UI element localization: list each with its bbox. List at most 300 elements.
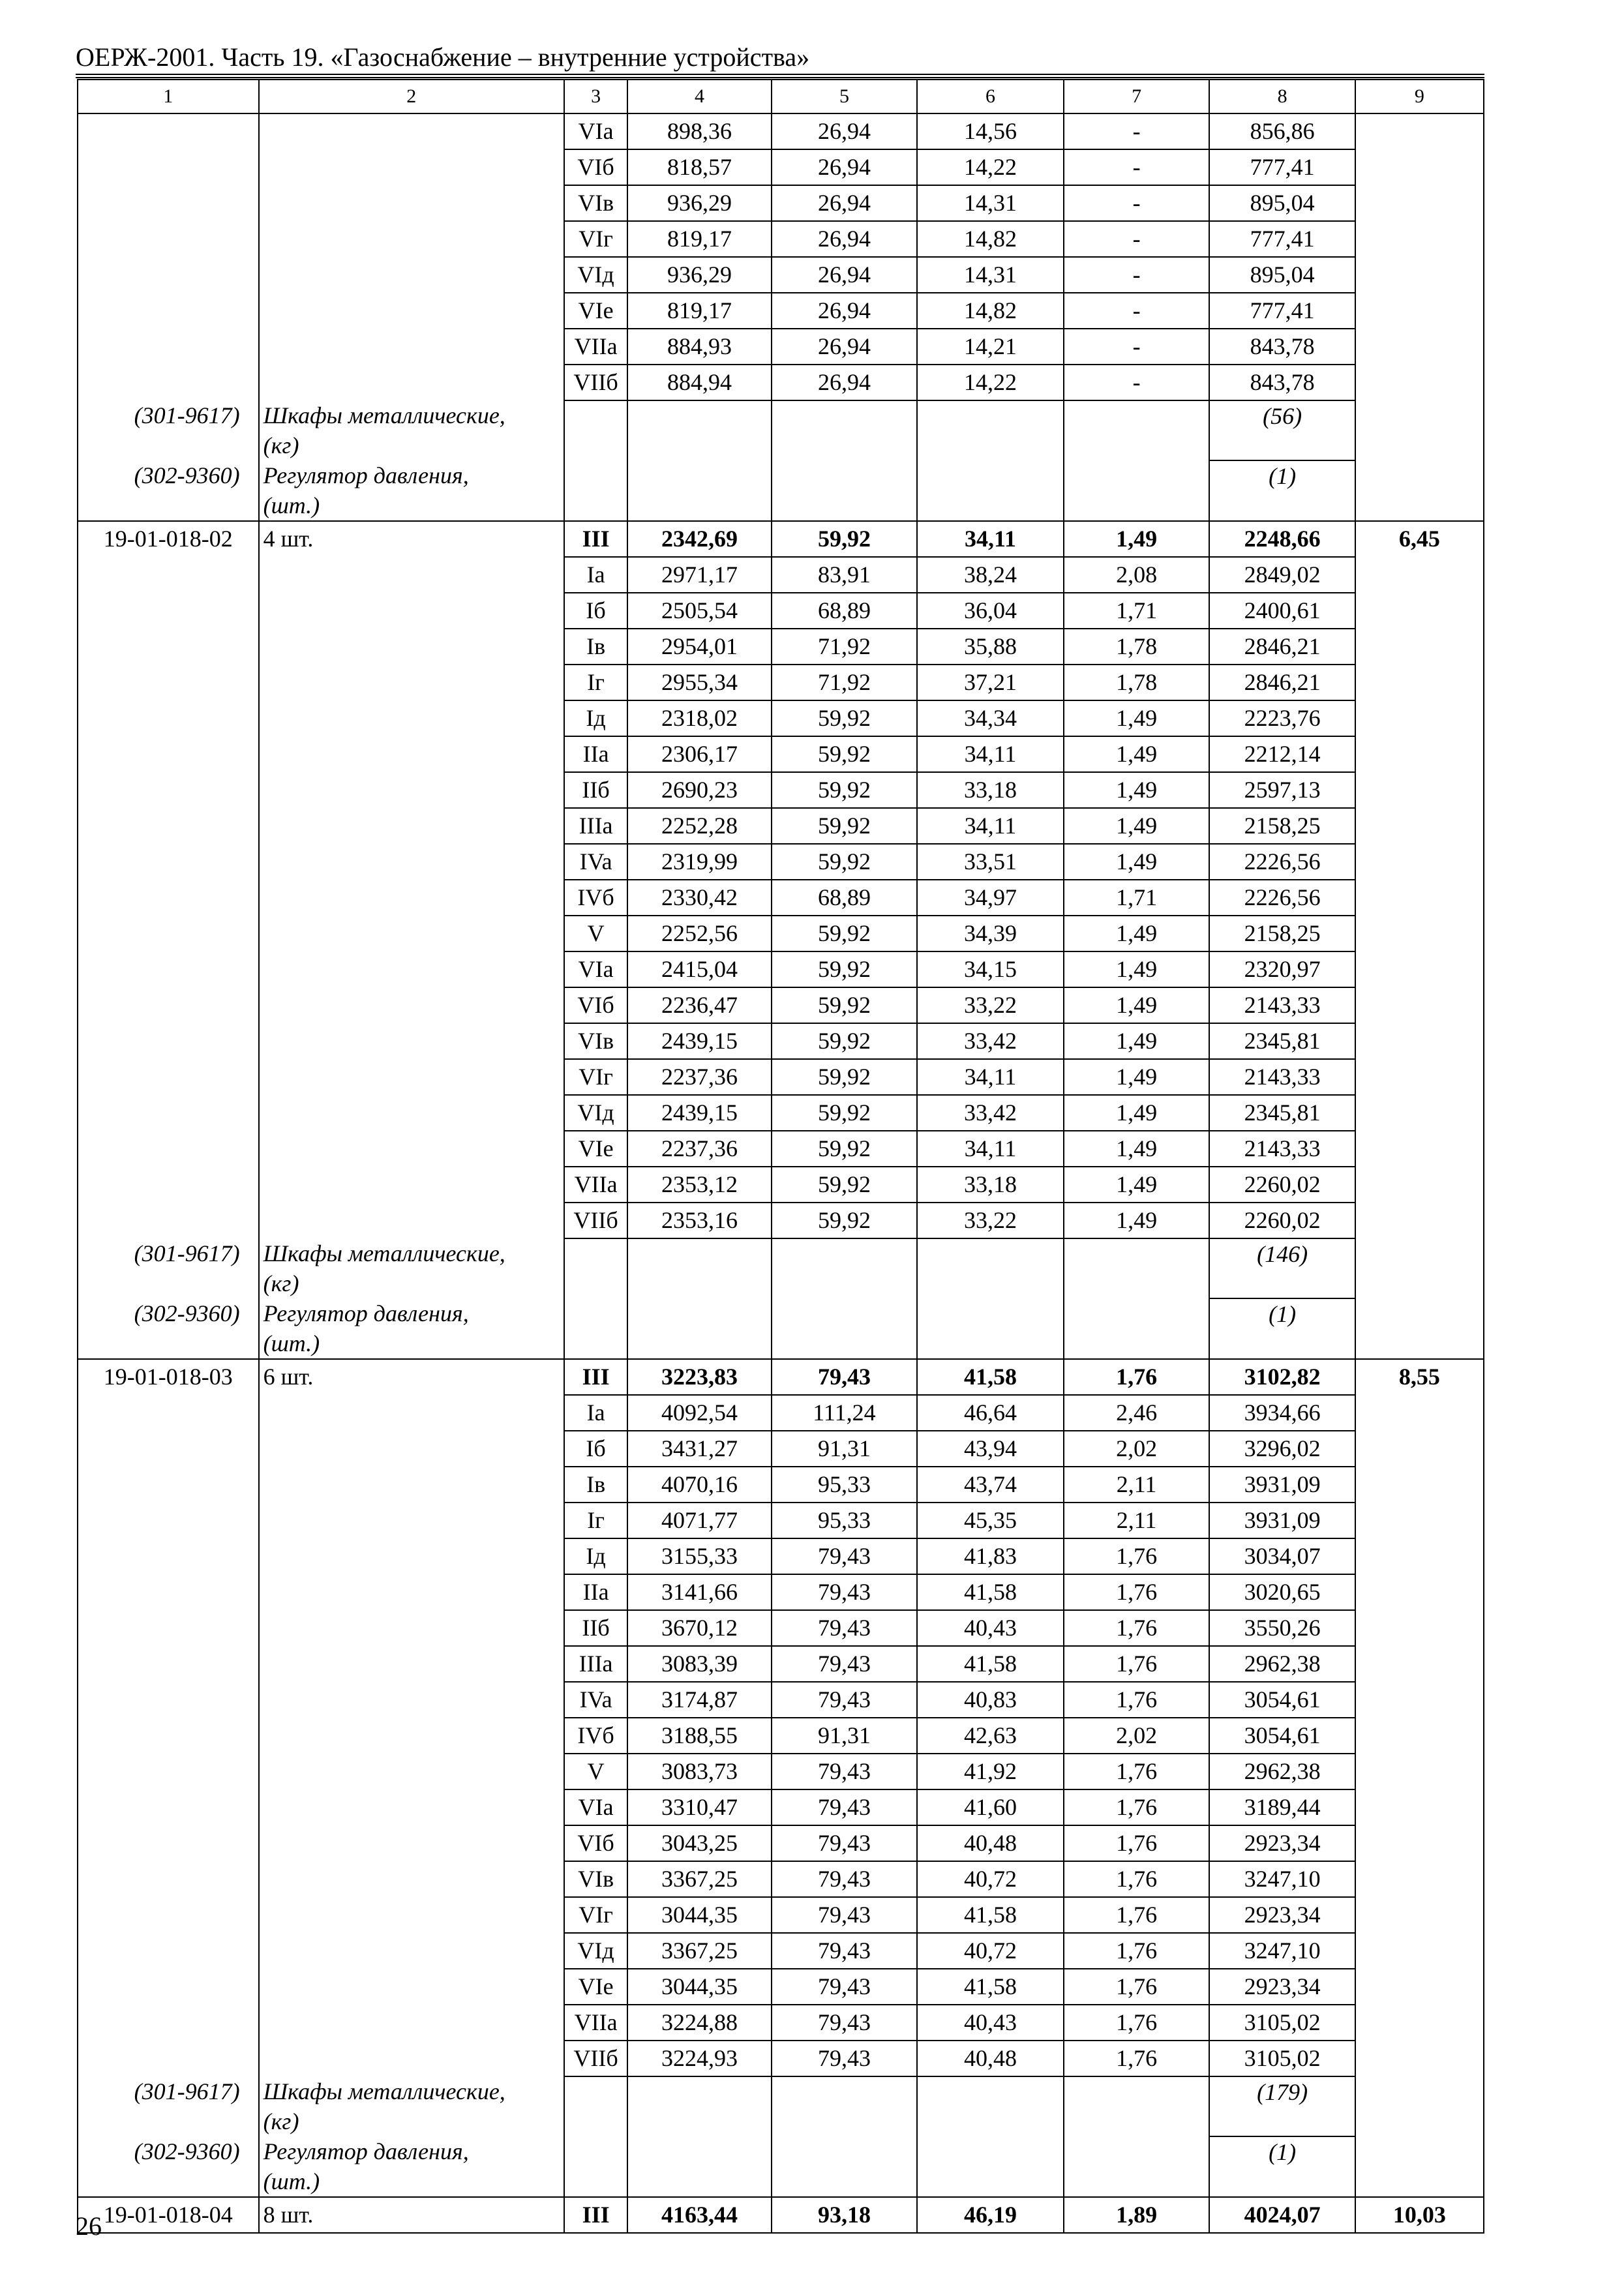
empty-cell (917, 2136, 1064, 2197)
code-cell (78, 916, 259, 951)
value-cell: 2,02 (1064, 1718, 1210, 1754)
value-cell: 2954,01 (627, 629, 771, 665)
code-cell (78, 629, 259, 665)
code-cell (78, 1023, 259, 1059)
value-cell: 2923,34 (1209, 1825, 1355, 1861)
value-cell: 2320,97 (1209, 951, 1355, 987)
value-cell: 3550,26 (1209, 1610, 1355, 1646)
labor-cell: 10,03 (1355, 2197, 1484, 2233)
column-header: 1 (78, 80, 259, 113)
value-cell: 2226,56 (1209, 844, 1355, 880)
code-cell (78, 951, 259, 987)
value-cell: 59,92 (772, 844, 918, 880)
description-cell (259, 1095, 564, 1131)
description-cell (259, 1395, 564, 1431)
empty-cell (917, 400, 1064, 460)
material-name: Регулятор давления, (263, 2138, 469, 2164)
value-cell: 2248,66 (1209, 521, 1355, 557)
labor-cell (1355, 1131, 1484, 1167)
value-cell: 3054,61 (1209, 1682, 1355, 1718)
table-row (78, 557, 1484, 593)
table-row (78, 1467, 1484, 1503)
value-cell: 843,78 (1209, 365, 1355, 400)
zone-cell: VIв (564, 1861, 627, 1897)
value-cell: 59,92 (772, 1131, 918, 1167)
value-cell: 2318,02 (627, 700, 771, 736)
description-cell (259, 987, 564, 1023)
labor-cell (1355, 1238, 1484, 1298)
value-cell: 3174,87 (627, 1682, 771, 1718)
page-number: 26 (76, 2211, 102, 2241)
value-cell: 2400,61 (1209, 593, 1355, 629)
value-cell: 1,49 (1064, 1131, 1210, 1167)
material-quantity-cell: (1) (1209, 1298, 1355, 1359)
value-cell: 3105,02 (1209, 2005, 1355, 2041)
zone-cell: VIб (564, 149, 627, 185)
value-cell: 59,92 (772, 808, 918, 844)
value-cell: 45,35 (917, 1503, 1064, 1538)
code-cell (78, 772, 259, 808)
value-cell: 14,31 (917, 185, 1064, 221)
value-cell: 33,42 (917, 1095, 1064, 1131)
material-quantity-cell: (146) (1209, 1238, 1355, 1298)
labor-cell (1355, 460, 1484, 521)
value-cell: 2226,56 (1209, 880, 1355, 916)
value-cell: 2306,17 (627, 736, 771, 772)
value-cell: 3044,35 (627, 1969, 771, 2005)
empty-cell (1064, 400, 1210, 460)
value-cell: 1,49 (1064, 700, 1210, 736)
labor-cell (1355, 1610, 1484, 1646)
value-cell: 1,49 (1064, 808, 1210, 844)
labor-cell (1355, 1825, 1484, 1861)
description-cell (259, 329, 564, 365)
value-cell: 884,93 (627, 329, 771, 365)
value-cell: 3083,39 (627, 1646, 771, 1682)
value-cell: 1,71 (1064, 880, 1210, 916)
value-cell: 2237,36 (627, 1131, 771, 1167)
value-cell: 2158,25 (1209, 916, 1355, 951)
value-cell: 26,94 (772, 185, 918, 221)
labor-cell (1355, 329, 1484, 365)
description-cell (259, 808, 564, 844)
column-header: 5 (772, 80, 918, 113)
code-cell (78, 1789, 259, 1825)
value-cell: 71,92 (772, 665, 918, 700)
value-cell: 936,29 (627, 185, 771, 221)
labor-cell (1355, 1431, 1484, 1467)
value-cell: 14,22 (917, 149, 1064, 185)
value-cell: - (1064, 257, 1210, 293)
labor-cell (1355, 1298, 1484, 1359)
material-unit: (шт.) (263, 2168, 320, 2194)
value-cell: 1,49 (1064, 1059, 1210, 1095)
value-cell: 3367,25 (627, 1933, 771, 1969)
value-cell: 884,94 (627, 365, 771, 400)
code-cell (78, 257, 259, 293)
code-cell (78, 557, 259, 593)
zone-cell: VIa (564, 951, 627, 987)
material-unit: (шт.) (263, 492, 320, 518)
description-cell (259, 1431, 564, 1467)
code-cell (78, 844, 259, 880)
value-cell: 42,63 (917, 1718, 1064, 1754)
value-cell: 37,21 (917, 665, 1064, 700)
zone-cell: Iв (564, 629, 627, 665)
value-cell: 2505,54 (627, 593, 771, 629)
code-cell (78, 1538, 259, 1574)
material-code-cell: (301-9617) (78, 2076, 259, 2136)
value-cell: 818,57 (627, 149, 771, 185)
table-row (78, 772, 1484, 808)
code-cell (78, 365, 259, 400)
zone-cell: Ia (564, 557, 627, 593)
column-header: 8 (1209, 80, 1355, 113)
table-body (78, 113, 1484, 2233)
value-cell: 59,92 (772, 1167, 918, 1203)
value-cell: 59,92 (772, 521, 918, 557)
value-cell: 79,43 (772, 1789, 918, 1825)
value-cell: 59,92 (772, 700, 918, 736)
table-row (78, 1238, 1484, 1298)
value-cell: 2260,02 (1209, 1167, 1355, 1203)
value-cell: 843,78 (1209, 329, 1355, 365)
code-cell (78, 2005, 259, 2041)
value-cell: 59,92 (772, 1203, 918, 1238)
code-cell (78, 1131, 259, 1167)
table-row (78, 2041, 1484, 2076)
value-cell: 40,43 (917, 2005, 1064, 2041)
value-cell: 33,22 (917, 1203, 1064, 1238)
value-cell: 14,82 (917, 221, 1064, 257)
material-quantity-cell: (1) (1209, 460, 1355, 521)
empty-cell (917, 2076, 1064, 2136)
value-cell: 34,11 (917, 521, 1064, 557)
value-cell: 95,33 (772, 1467, 918, 1503)
empty-cell (627, 2076, 771, 2136)
description-cell (259, 880, 564, 916)
material-name-cell (259, 2076, 564, 2136)
value-cell: 3043,25 (627, 1825, 771, 1861)
description-cell (259, 1682, 564, 1718)
value-cell: 3310,47 (627, 1789, 771, 1825)
table-row (78, 1095, 1484, 1131)
value-cell: 3044,35 (627, 1897, 771, 1933)
value-cell: 1,76 (1064, 1861, 1210, 1897)
value-cell: 3034,07 (1209, 1538, 1355, 1574)
value-cell: 26,94 (772, 329, 918, 365)
value-cell: 34,97 (917, 880, 1064, 916)
estimate-table (77, 79, 1484, 2234)
value-cell: 3247,10 (1209, 1861, 1355, 1897)
material-unit: (кг) (263, 1270, 299, 1296)
table-row (78, 1825, 1484, 1861)
value-cell: 1,49 (1064, 772, 1210, 808)
labor-cell (1355, 1059, 1484, 1095)
labor-cell (1355, 1897, 1484, 1933)
value-cell: 898,36 (627, 113, 771, 149)
value-cell: 1,89 (1064, 2197, 1210, 2233)
value-cell: 2342,69 (627, 521, 771, 557)
value-cell: 2260,02 (1209, 1203, 1355, 1238)
zone-cell: III (564, 2197, 627, 2233)
code-cell (78, 1467, 259, 1503)
code-cell (78, 1754, 259, 1789)
value-cell: 34,34 (917, 700, 1064, 736)
value-cell: 2,11 (1064, 1503, 1210, 1538)
zone-cell: VIг (564, 221, 627, 257)
code-cell (78, 1610, 259, 1646)
code-cell (78, 1646, 259, 1682)
labor-cell (1355, 149, 1484, 185)
value-cell: 26,94 (772, 221, 918, 257)
table-row (78, 329, 1484, 365)
description-cell (259, 1503, 564, 1538)
zone-cell: VIе (564, 1131, 627, 1167)
material-code-cell: (302-9360) (78, 2136, 259, 2197)
value-cell: 34,11 (917, 736, 1064, 772)
value-cell: 4070,16 (627, 1467, 771, 1503)
empty-cell (627, 1238, 771, 1298)
empty-cell (627, 1298, 771, 1359)
value-cell: 79,43 (772, 2041, 918, 2076)
table-row (78, 1574, 1484, 1610)
value-cell: 819,17 (627, 293, 771, 329)
value-cell: 3931,09 (1209, 1503, 1355, 1538)
value-cell: 3105,02 (1209, 2041, 1355, 2076)
zone-cell: IVб (564, 1718, 627, 1754)
value-cell: 3931,09 (1209, 1467, 1355, 1503)
material-code-cell: (302-9360) (78, 1298, 259, 1359)
code-cell (78, 1682, 259, 1718)
value-cell: 2846,21 (1209, 629, 1355, 665)
value-cell: 79,43 (772, 1610, 918, 1646)
labor-cell (1355, 772, 1484, 808)
zone-cell: V (564, 1754, 627, 1789)
value-cell: 2923,34 (1209, 1969, 1355, 2005)
value-cell: 2319,99 (627, 844, 771, 880)
value-cell: 1,76 (1064, 2041, 1210, 2076)
value-cell: 2143,33 (1209, 1059, 1355, 1095)
empty-cell (564, 1238, 627, 1298)
labor-cell (1355, 2136, 1484, 2197)
value-cell: 59,92 (772, 736, 918, 772)
labor-cell: 6,45 (1355, 521, 1484, 557)
value-cell: 26,94 (772, 113, 918, 149)
material-name: Регулятор давления, (263, 1300, 469, 1326)
column-header: 3 (564, 80, 627, 113)
table-row (78, 629, 1484, 665)
value-cell: 33,18 (917, 1167, 1064, 1203)
value-cell: 34,15 (917, 951, 1064, 987)
material-name: Регулятор давления, (263, 462, 469, 488)
table-row (78, 1023, 1484, 1059)
value-cell: 777,41 (1209, 221, 1355, 257)
zone-cell: Iб (564, 1431, 627, 1467)
labor-cell (1355, 1395, 1484, 1431)
value-cell: 3296,02 (1209, 1431, 1355, 1467)
table-row (78, 293, 1484, 329)
zone-cell: VIе (564, 293, 627, 329)
table-row (78, 400, 1484, 460)
zone-cell: VIб (564, 987, 627, 1023)
value-cell: 71,92 (772, 629, 918, 665)
value-cell: 3054,61 (1209, 1718, 1355, 1754)
labor-cell (1355, 951, 1484, 987)
labor-cell (1355, 2041, 1484, 2076)
value-cell: 1,76 (1064, 1574, 1210, 1610)
code-cell (78, 1059, 259, 1095)
value-cell: - (1064, 221, 1210, 257)
table-row (78, 1298, 1484, 1359)
zone-cell: VIв (564, 1023, 627, 1059)
value-cell: 79,43 (772, 1574, 918, 1610)
value-cell: 14,22 (917, 365, 1064, 400)
column-header: 6 (917, 80, 1064, 113)
table-row (78, 2197, 1484, 2233)
material-code-cell: (301-9617) (78, 400, 259, 460)
material-quantity-cell: (56) (1209, 400, 1355, 460)
table-row (78, 736, 1484, 772)
description-cell (259, 665, 564, 700)
value-cell: 43,94 (917, 1431, 1064, 1467)
value-cell: 59,92 (772, 951, 918, 987)
value-cell: 777,41 (1209, 293, 1355, 329)
description-cell (259, 113, 564, 149)
value-cell: 1,49 (1064, 844, 1210, 880)
value-cell: 41,83 (917, 1538, 1064, 1574)
value-cell: 4163,44 (627, 2197, 771, 2233)
table-row (78, 665, 1484, 700)
code-cell (78, 221, 259, 257)
code-cell (78, 987, 259, 1023)
value-cell: 79,43 (772, 1538, 918, 1574)
material-name-cell (259, 1298, 564, 1359)
value-cell: 26,94 (772, 293, 918, 329)
value-cell: 59,92 (772, 1095, 918, 1131)
labor-cell (1355, 1754, 1484, 1789)
value-cell: 3223,83 (627, 1359, 771, 1395)
zone-cell: VIб (564, 1825, 627, 1861)
zone-cell: VIIa (564, 2005, 627, 2041)
value-cell: 14,56 (917, 113, 1064, 149)
labor-cell (1355, 221, 1484, 257)
description-cell (259, 221, 564, 257)
code-cell (78, 1395, 259, 1431)
table-row (78, 1646, 1484, 1682)
value-cell: 91,31 (772, 1718, 918, 1754)
labor-cell (1355, 880, 1484, 916)
value-cell: 2236,47 (627, 987, 771, 1023)
description-cell (259, 149, 564, 185)
material-unit: (кг) (263, 2108, 299, 2134)
value-cell: 3155,33 (627, 1538, 771, 1574)
zone-cell: IIб (564, 772, 627, 808)
value-cell: 33,18 (917, 772, 1064, 808)
value-cell: 1,78 (1064, 629, 1210, 665)
table-row (78, 1861, 1484, 1897)
labor-cell (1355, 557, 1484, 593)
value-cell: 14,82 (917, 293, 1064, 329)
value-cell: 3224,93 (627, 2041, 771, 2076)
value-cell: 2439,15 (627, 1023, 771, 1059)
empty-cell (627, 460, 771, 521)
value-cell: 1,49 (1064, 916, 1210, 951)
empty-cell (627, 2136, 771, 2197)
table-row (78, 257, 1484, 293)
value-cell: 1,49 (1064, 1095, 1210, 1131)
table-row (78, 1682, 1484, 1718)
table-row (78, 221, 1484, 257)
value-cell: 1,49 (1064, 521, 1210, 557)
rate-description-cell: 6 шт. (259, 1359, 564, 1395)
table-row (78, 1059, 1484, 1095)
zone-cell: Iг (564, 1503, 627, 1538)
labor-cell (1355, 1933, 1484, 1969)
labor-cell (1355, 665, 1484, 700)
labor-cell (1355, 593, 1484, 629)
table-row (78, 1789, 1484, 1825)
zone-cell: IIб (564, 1610, 627, 1646)
value-cell: 40,72 (917, 1861, 1064, 1897)
value-cell: 59,92 (772, 772, 918, 808)
table-row (78, 1718, 1484, 1754)
value-cell: 2212,14 (1209, 736, 1355, 772)
code-cell (78, 113, 259, 149)
value-cell: 3934,66 (1209, 1395, 1355, 1431)
value-cell: 79,43 (772, 1825, 918, 1861)
empty-cell (564, 400, 627, 460)
empty-cell (917, 1298, 1064, 1359)
labor-cell: 8,55 (1355, 1359, 1484, 1395)
zone-cell: IVa (564, 1682, 627, 1718)
value-cell: 1,49 (1064, 951, 1210, 987)
rate-description-cell: 4 шт. (259, 521, 564, 557)
value-cell: 111,24 (772, 1395, 918, 1431)
table-row (78, 1131, 1484, 1167)
value-cell: 3020,65 (1209, 1574, 1355, 1610)
zone-cell: Iд (564, 700, 627, 736)
value-cell: 2923,34 (1209, 1897, 1355, 1933)
value-cell: 1,49 (1064, 736, 1210, 772)
zone-cell: VIд (564, 1933, 627, 1969)
description-cell (259, 1897, 564, 1933)
zone-cell: VIa (564, 113, 627, 149)
column-header: 9 (1355, 80, 1484, 113)
material-name-cell (259, 400, 564, 460)
labor-cell (1355, 1969, 1484, 2005)
material-unit: (шт.) (263, 1330, 320, 1356)
value-cell: 1,76 (1064, 1359, 1210, 1395)
zone-cell: IIIa (564, 1646, 627, 1682)
empty-cell (564, 1298, 627, 1359)
value-cell: - (1064, 149, 1210, 185)
code-cell (78, 1167, 259, 1203)
table-row (78, 1359, 1484, 1395)
value-cell: 1,49 (1064, 1203, 1210, 1238)
value-cell: 4092,54 (627, 1395, 771, 1431)
value-cell: 1,71 (1064, 593, 1210, 629)
zone-cell: Iг (564, 665, 627, 700)
value-cell: 2252,56 (627, 916, 771, 951)
value-cell: 41,58 (917, 1897, 1064, 1933)
empty-cell (917, 460, 1064, 521)
zone-cell: IVa (564, 844, 627, 880)
table-row (78, 1969, 1484, 2005)
value-cell: 1,78 (1064, 665, 1210, 700)
value-cell: 83,91 (772, 557, 918, 593)
labor-cell (1355, 1203, 1484, 1238)
